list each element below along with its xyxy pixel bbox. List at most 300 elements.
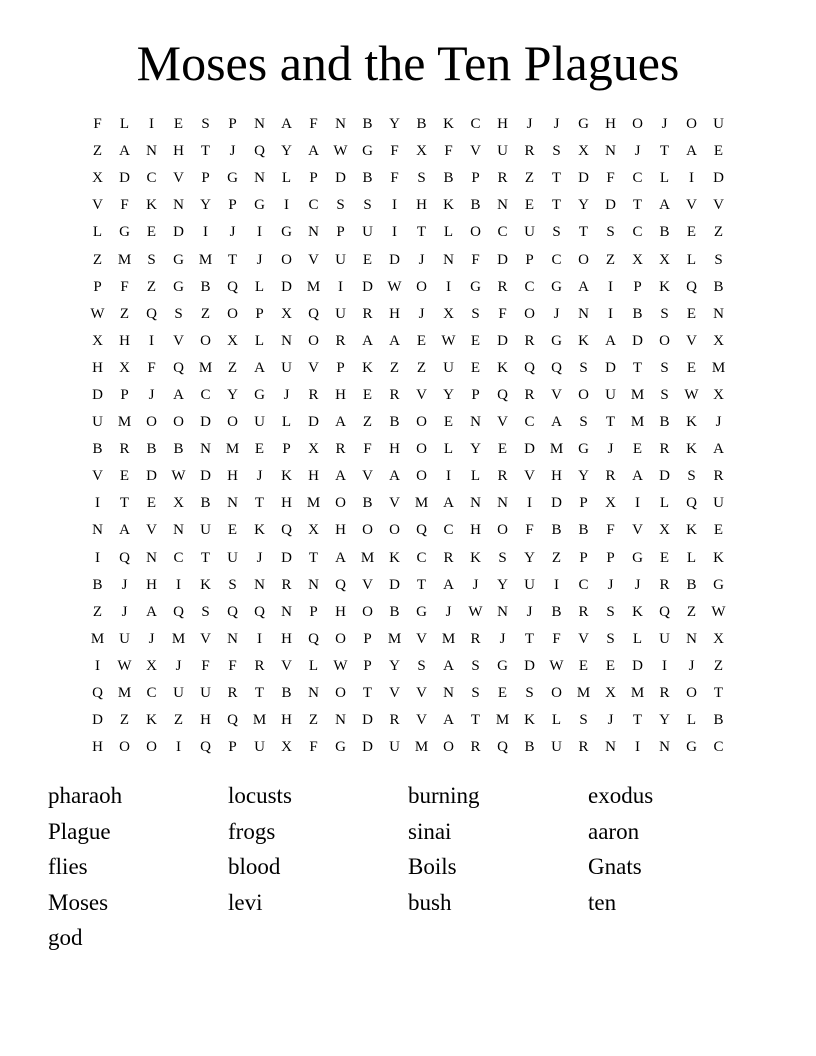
grid-letter[interactable]: M xyxy=(198,251,213,268)
grid-letter[interactable]: F xyxy=(93,116,102,133)
grid-letter[interactable]: J xyxy=(175,657,182,674)
grid-letter[interactable]: L xyxy=(632,630,643,647)
grid-letter[interactable]: Y xyxy=(470,441,481,458)
grid-letter[interactable]: E xyxy=(146,224,157,241)
grid-letter[interactable]: A xyxy=(119,522,130,539)
grid-letter[interactable]: R xyxy=(578,603,589,620)
grid-letter[interactable]: N xyxy=(443,251,454,268)
grid-letter[interactable]: V xyxy=(686,197,697,214)
grid-letter[interactable]: J xyxy=(607,441,614,458)
grid-letter[interactable]: G xyxy=(551,278,562,295)
grid-letter[interactable]: H xyxy=(308,468,319,485)
grid-letter[interactable]: S xyxy=(579,359,588,376)
grid-letter[interactable]: R xyxy=(389,386,400,403)
grid-letter[interactable]: X xyxy=(659,522,670,539)
grid-letter[interactable]: F xyxy=(363,441,372,458)
grid-letter[interactable]: X xyxy=(659,251,670,268)
grid-letter[interactable]: O xyxy=(146,739,157,756)
grid-letter[interactable]: S xyxy=(606,224,615,241)
grid-letter[interactable]: H xyxy=(389,305,400,322)
grid-letter[interactable]: Q xyxy=(497,386,508,403)
grid-letter[interactable]: L xyxy=(308,657,319,674)
grid-letter[interactable]: J xyxy=(499,630,506,647)
grid-letter[interactable]: T xyxy=(659,143,670,160)
grid-letter[interactable]: H xyxy=(335,386,346,403)
grid-letter[interactable]: M xyxy=(117,414,132,431)
grid-letter[interactable]: P xyxy=(309,603,318,620)
grid-letter[interactable]: E xyxy=(470,332,481,349)
grid-letter[interactable]: T xyxy=(524,630,535,647)
grid-letter[interactable]: N xyxy=(335,116,346,133)
grid-letter[interactable]: J xyxy=(121,603,128,620)
grid-letter[interactable]: B xyxy=(659,224,670,241)
grid-letter[interactable]: U xyxy=(443,359,454,376)
grid-letter[interactable]: Q xyxy=(200,739,211,756)
grid-letter[interactable]: N xyxy=(146,549,157,566)
grid-letter[interactable]: J xyxy=(526,603,533,620)
grid-letter[interactable]: Y xyxy=(578,197,589,214)
grid-letter[interactable]: I xyxy=(446,278,451,295)
grid-letter[interactable]: E xyxy=(173,116,184,133)
grid-letter[interactable]: X xyxy=(443,305,454,322)
grid-letter[interactable]: Z xyxy=(308,712,319,729)
grid-letter[interactable]: Y xyxy=(497,576,508,593)
grid-letter[interactable]: R xyxy=(605,468,616,485)
grid-letter[interactable]: N xyxy=(713,305,724,322)
grid-letter[interactable]: D xyxy=(524,657,535,674)
grid-letter[interactable]: R xyxy=(659,685,670,702)
grid-letter[interactable]: S xyxy=(498,549,507,566)
grid-letter[interactable]: D xyxy=(497,332,508,349)
grid-letter[interactable]: S xyxy=(417,170,426,187)
grid-letter[interactable]: T xyxy=(200,143,211,160)
grid-letter[interactable]: E xyxy=(119,468,130,485)
grid-letter[interactable]: G xyxy=(497,657,508,674)
grid-letter[interactable]: C xyxy=(497,224,508,241)
grid-letter[interactable]: U xyxy=(605,386,616,403)
grid-letter[interactable]: H xyxy=(200,712,211,729)
grid-letter[interactable]: H xyxy=(119,332,130,349)
grid-letter[interactable]: U xyxy=(497,143,508,160)
grid-letter[interactable]: R xyxy=(119,441,130,458)
grid-letter[interactable]: B xyxy=(524,739,535,756)
grid-letter[interactable]: Y xyxy=(281,143,292,160)
grid-letter[interactable]: Q xyxy=(308,630,319,647)
grid-letter[interactable]: U xyxy=(281,359,292,376)
grid-letter[interactable]: W xyxy=(549,657,564,674)
grid-letter[interactable]: D xyxy=(389,251,400,268)
grid-letter[interactable]: P xyxy=(309,170,318,187)
grid-letter[interactable]: L xyxy=(551,712,562,729)
grid-letter[interactable]: M xyxy=(360,549,375,566)
grid-letter[interactable]: K xyxy=(632,603,643,620)
grid-letter[interactable]: S xyxy=(687,468,696,485)
grid-letter[interactable]: E xyxy=(659,549,670,566)
grid-letter[interactable]: A xyxy=(659,197,670,214)
grid-letter[interactable]: U xyxy=(389,739,400,756)
grid-letter[interactable]: U xyxy=(200,685,211,702)
grid-letter[interactable]: C xyxy=(470,116,481,133)
grid-letter[interactable]: M xyxy=(630,414,645,431)
grid-letter[interactable]: K xyxy=(578,332,589,349)
grid-letter[interactable]: Q xyxy=(146,305,157,322)
grid-letter[interactable]: X xyxy=(146,657,157,674)
grid-letter[interactable]: W xyxy=(171,468,186,485)
grid-letter[interactable]: Y xyxy=(200,197,211,214)
grid-letter[interactable]: M xyxy=(711,359,726,376)
grid-letter[interactable]: D xyxy=(362,712,373,729)
grid-letter[interactable]: D xyxy=(389,576,400,593)
grid-letter[interactable]: L xyxy=(470,468,481,485)
grid-letter[interactable]: N xyxy=(173,197,184,214)
grid-letter[interactable]: N xyxy=(578,305,589,322)
grid-letter[interactable]: U xyxy=(119,630,130,647)
grid-letter[interactable]: F xyxy=(309,116,318,133)
grid-letter[interactable]: B xyxy=(92,576,103,593)
grid-letter[interactable]: X xyxy=(605,685,616,702)
grid-letter[interactable]: C xyxy=(713,739,724,756)
grid-letter[interactable]: O xyxy=(335,495,346,512)
grid-letter[interactable]: U xyxy=(713,116,724,133)
grid-letter[interactable]: B xyxy=(713,278,724,295)
grid-letter[interactable]: T xyxy=(254,495,265,512)
grid-letter[interactable]: U xyxy=(362,224,373,241)
grid-letter[interactable]: N xyxy=(335,712,346,729)
grid-letter[interactable]: R xyxy=(362,305,373,322)
grid-letter[interactable]: C xyxy=(200,386,211,403)
grid-letter[interactable]: J xyxy=(661,116,668,133)
grid-letter[interactable]: I xyxy=(149,116,154,133)
grid-letter[interactable]: E xyxy=(524,197,535,214)
grid-letter[interactable]: B xyxy=(713,712,724,729)
grid-letter[interactable]: A xyxy=(551,414,562,431)
grid-letter[interactable]: K xyxy=(146,197,157,214)
grid-letter[interactable]: Z xyxy=(173,712,184,729)
grid-letter[interactable]: B xyxy=(200,495,211,512)
grid-letter[interactable]: W xyxy=(468,603,483,620)
grid-letter[interactable]: D xyxy=(92,386,103,403)
grid-letter[interactable]: V xyxy=(308,251,319,268)
grid-letter[interactable]: R xyxy=(497,468,508,485)
grid-letter[interactable]: W xyxy=(441,332,456,349)
grid-letter[interactable]: M xyxy=(414,495,429,512)
grid-letter[interactable]: A xyxy=(389,468,400,485)
grid-letter[interactable]: M xyxy=(306,278,321,295)
grid-letter[interactable]: Q xyxy=(173,603,184,620)
grid-letter[interactable]: D xyxy=(497,251,508,268)
grid-letter[interactable]: T xyxy=(227,251,238,268)
grid-letter[interactable]: I xyxy=(392,197,397,214)
grid-letter[interactable]: V xyxy=(200,630,211,647)
grid-letter[interactable]: R xyxy=(470,739,481,756)
grid-letter[interactable]: D xyxy=(605,359,616,376)
grid-letter[interactable]: P xyxy=(363,630,372,647)
grid-letter[interactable]: C xyxy=(146,685,157,702)
grid-letter[interactable]: T xyxy=(605,414,616,431)
grid-letter[interactable]: H xyxy=(281,630,292,647)
grid-letter[interactable]: P xyxy=(471,386,480,403)
grid-letter[interactable]: F xyxy=(552,630,561,647)
grid-letter[interactable]: G xyxy=(470,278,481,295)
grid-letter[interactable]: S xyxy=(606,630,615,647)
grid-letter[interactable]: T xyxy=(362,685,373,702)
grid-letter[interactable]: A xyxy=(281,116,292,133)
grid-letter[interactable]: L xyxy=(686,251,697,268)
grid-letter[interactable]: R xyxy=(470,630,481,647)
grid-letter[interactable]: A xyxy=(632,468,643,485)
grid-letter[interactable]: A xyxy=(119,143,130,160)
grid-letter[interactable]: P xyxy=(363,657,372,674)
grid-letter[interactable]: N xyxy=(308,685,319,702)
grid-letter[interactable]: N xyxy=(308,224,319,241)
grid-letter[interactable]: Z xyxy=(389,359,400,376)
grid-letter[interactable]: S xyxy=(201,116,210,133)
grid-letter[interactable]: F xyxy=(201,657,210,674)
grid-letter[interactable]: K xyxy=(524,712,535,729)
grid-letter[interactable]: N xyxy=(686,630,697,647)
grid-letter[interactable]: U xyxy=(227,549,238,566)
grid-letter[interactable]: X xyxy=(281,739,292,756)
grid-letter[interactable]: C xyxy=(173,549,184,566)
grid-letter[interactable]: E xyxy=(227,522,238,539)
grid-letter[interactable]: X xyxy=(308,441,319,458)
grid-letter[interactable]: O xyxy=(686,116,697,133)
grid-letter[interactable]: N xyxy=(497,197,508,214)
grid-letter[interactable]: G xyxy=(713,576,724,593)
grid-letter[interactable]: I xyxy=(608,305,613,322)
grid-letter[interactable]: U xyxy=(200,522,211,539)
grid-letter[interactable]: M xyxy=(630,685,645,702)
grid-letter[interactable]: F xyxy=(390,143,399,160)
grid-letter[interactable]: O xyxy=(119,739,130,756)
grid-letter[interactable]: G xyxy=(335,739,346,756)
grid-letter[interactable]: V xyxy=(389,495,400,512)
grid-letter[interactable]: C xyxy=(146,170,157,187)
grid-letter[interactable]: N xyxy=(92,522,103,539)
grid-letter[interactable]: U xyxy=(254,739,265,756)
grid-letter[interactable]: I xyxy=(257,224,262,241)
grid-letter[interactable]: M xyxy=(306,495,321,512)
grid-letter[interactable]: Y xyxy=(659,712,670,729)
grid-letter[interactable]: B xyxy=(551,522,562,539)
grid-letter[interactable]: T xyxy=(416,576,427,593)
grid-letter[interactable]: F xyxy=(444,143,453,160)
grid-letter[interactable]: D xyxy=(362,739,373,756)
grid-letter[interactable]: D xyxy=(632,657,643,674)
grid-letter[interactable]: C xyxy=(524,414,535,431)
grid-letter[interactable]: Z xyxy=(713,224,724,241)
grid-letter[interactable]: C xyxy=(524,278,535,295)
grid-letter[interactable]: K xyxy=(362,359,373,376)
grid-letter[interactable]: M xyxy=(495,712,510,729)
grid-letter[interactable]: A xyxy=(389,332,400,349)
grid-letter[interactable]: J xyxy=(634,143,641,160)
grid-letter[interactable]: F xyxy=(471,251,480,268)
grid-letter[interactable]: D xyxy=(605,197,616,214)
grid-letter[interactable]: P xyxy=(525,251,534,268)
grid-letter[interactable]: X xyxy=(281,305,292,322)
grid-letter[interactable]: R xyxy=(335,441,346,458)
grid-letter[interactable]: W xyxy=(684,386,699,403)
grid-letter[interactable]: Q xyxy=(308,305,319,322)
grid-letter[interactable]: Y xyxy=(227,386,238,403)
grid-letter[interactable]: I xyxy=(95,495,100,512)
grid-letter[interactable]: K xyxy=(713,549,724,566)
grid-letter[interactable]: W xyxy=(711,603,726,620)
grid-letter[interactable]: T xyxy=(713,685,724,702)
grid-letter[interactable]: Z xyxy=(119,712,130,729)
grid-letter[interactable]: Y xyxy=(443,386,454,403)
grid-letter[interactable]: R xyxy=(389,712,400,729)
grid-letter[interactable]: P xyxy=(228,197,237,214)
grid-letter[interactable]: U xyxy=(524,224,535,241)
grid-letter[interactable]: J xyxy=(148,630,155,647)
grid-letter[interactable]: B xyxy=(686,576,697,593)
grid-letter[interactable]: H xyxy=(335,603,346,620)
grid-letter[interactable]: V xyxy=(416,630,427,647)
grid-letter[interactable]: H xyxy=(470,522,481,539)
grid-letter[interactable]: X xyxy=(227,332,238,349)
grid-letter[interactable]: O xyxy=(200,332,211,349)
grid-letter[interactable]: U xyxy=(173,685,184,702)
grid-letter[interactable]: A xyxy=(605,332,616,349)
grid-letter[interactable]: O xyxy=(173,414,184,431)
grid-letter[interactable]: O xyxy=(335,685,346,702)
grid-letter[interactable]: V xyxy=(308,359,319,376)
grid-letter[interactable]: M xyxy=(549,441,564,458)
grid-letter[interactable]: D xyxy=(335,170,346,187)
grid-letter[interactable]: M xyxy=(630,386,645,403)
grid-letter[interactable]: T xyxy=(551,170,562,187)
grid-letter[interactable]: D xyxy=(551,495,562,512)
grid-letter[interactable]: Y xyxy=(389,657,400,674)
grid-letter[interactable]: J xyxy=(148,386,155,403)
grid-letter[interactable]: Q xyxy=(416,522,427,539)
grid-letter[interactable]: F xyxy=(606,170,615,187)
grid-letter[interactable]: S xyxy=(174,305,183,322)
grid-letter[interactable]: F xyxy=(525,522,534,539)
grid-letter[interactable]: P xyxy=(579,549,588,566)
grid-letter[interactable]: I xyxy=(635,739,640,756)
grid-letter[interactable]: Q xyxy=(227,603,238,620)
grid-letter[interactable]: B xyxy=(281,685,292,702)
grid-letter[interactable]: V xyxy=(281,657,292,674)
grid-letter[interactable]: Q xyxy=(227,278,238,295)
grid-letter[interactable]: N xyxy=(443,685,454,702)
grid-letter[interactable]: R xyxy=(524,143,535,160)
grid-letter[interactable]: X xyxy=(173,495,184,512)
grid-letter[interactable]: R xyxy=(524,386,535,403)
grid-letter[interactable]: O xyxy=(335,630,346,647)
grid-letter[interactable]: A xyxy=(686,143,697,160)
grid-letter[interactable]: Q xyxy=(497,739,508,756)
grid-letter[interactable]: O xyxy=(686,685,697,702)
grid-letter[interactable]: C xyxy=(551,251,562,268)
grid-letter[interactable]: B xyxy=(146,441,157,458)
grid-letter[interactable]: B xyxy=(659,414,670,431)
grid-letter[interactable]: Z xyxy=(119,305,130,322)
grid-letter[interactable]: H xyxy=(92,739,103,756)
grid-letter[interactable]: R xyxy=(308,386,319,403)
grid-letter[interactable]: V xyxy=(173,332,184,349)
grid-letter[interactable]: I xyxy=(662,657,667,674)
grid-letter[interactable]: M xyxy=(117,251,132,268)
grid-letter[interactable]: V xyxy=(470,143,481,160)
grid-letter[interactable]: V xyxy=(713,197,724,214)
grid-letter[interactable]: P xyxy=(228,739,237,756)
grid-letter[interactable]: J xyxy=(283,386,290,403)
grid-letter[interactable]: J xyxy=(553,305,560,322)
grid-letter[interactable]: Q xyxy=(659,603,670,620)
grid-letter[interactable]: Z xyxy=(713,657,724,674)
grid-letter[interactable]: N xyxy=(281,603,292,620)
grid-letter[interactable]: T xyxy=(308,549,319,566)
grid-letter[interactable]: D xyxy=(659,468,670,485)
grid-letter[interactable]: S xyxy=(471,657,480,674)
grid-letter[interactable]: I xyxy=(176,739,181,756)
grid-letter[interactable]: D xyxy=(173,224,184,241)
grid-letter[interactable]: V xyxy=(92,468,103,485)
grid-letter[interactable]: Y xyxy=(578,468,589,485)
grid-letter[interactable]: N xyxy=(605,143,616,160)
grid-letter[interactable]: V xyxy=(524,468,535,485)
grid-letter[interactable]: J xyxy=(634,576,641,593)
grid-letter[interactable]: Z xyxy=(362,414,373,431)
grid-letter[interactable]: Z xyxy=(92,251,103,268)
grid-letter[interactable]: V xyxy=(146,522,157,539)
grid-letter[interactable]: W xyxy=(90,305,105,322)
grid-letter[interactable]: J xyxy=(229,224,236,241)
grid-letter[interactable]: H xyxy=(227,468,238,485)
grid-letter[interactable]: D xyxy=(524,441,535,458)
grid-letter[interactable]: P xyxy=(120,386,129,403)
grid-letter[interactable]: J xyxy=(526,116,533,133)
grid-letter[interactable]: F xyxy=(498,305,507,322)
grid-letter[interactable]: C xyxy=(416,549,427,566)
grid-letter[interactable]: E xyxy=(416,332,427,349)
grid-letter[interactable]: W xyxy=(117,657,132,674)
grid-letter[interactable]: E xyxy=(470,359,481,376)
grid-letter[interactable]: R xyxy=(578,739,589,756)
grid-letter[interactable]: G xyxy=(578,116,589,133)
grid-letter[interactable]: X xyxy=(713,332,724,349)
grid-letter[interactable]: C xyxy=(308,197,319,214)
grid-letter[interactable]: X xyxy=(308,522,319,539)
grid-letter[interactable]: H xyxy=(146,576,157,593)
grid-letter[interactable]: M xyxy=(252,712,267,729)
grid-letter[interactable]: O xyxy=(470,224,481,241)
grid-letter[interactable]: B xyxy=(551,603,562,620)
grid-letter[interactable]: O xyxy=(659,332,670,349)
grid-letter[interactable]: K xyxy=(443,197,454,214)
grid-letter[interactable]: P xyxy=(228,116,237,133)
grid-letter[interactable]: S xyxy=(417,657,426,674)
grid-letter[interactable]: B xyxy=(470,197,481,214)
grid-letter[interactable]: O xyxy=(416,278,427,295)
grid-letter[interactable]: E xyxy=(443,414,454,431)
grid-letter[interactable]: V xyxy=(578,630,589,647)
grid-letter[interactable]: G xyxy=(227,170,238,187)
grid-letter[interactable]: O xyxy=(578,251,589,268)
grid-letter[interactable]: J xyxy=(607,712,614,729)
grid-letter[interactable]: Z xyxy=(92,603,103,620)
grid-letter[interactable]: H xyxy=(497,116,508,133)
grid-letter[interactable]: W xyxy=(333,657,348,674)
grid-letter[interactable]: R xyxy=(659,441,670,458)
grid-letter[interactable]: B xyxy=(389,603,400,620)
grid-letter[interactable]: H xyxy=(389,441,400,458)
grid-letter[interactable]: N xyxy=(227,630,238,647)
